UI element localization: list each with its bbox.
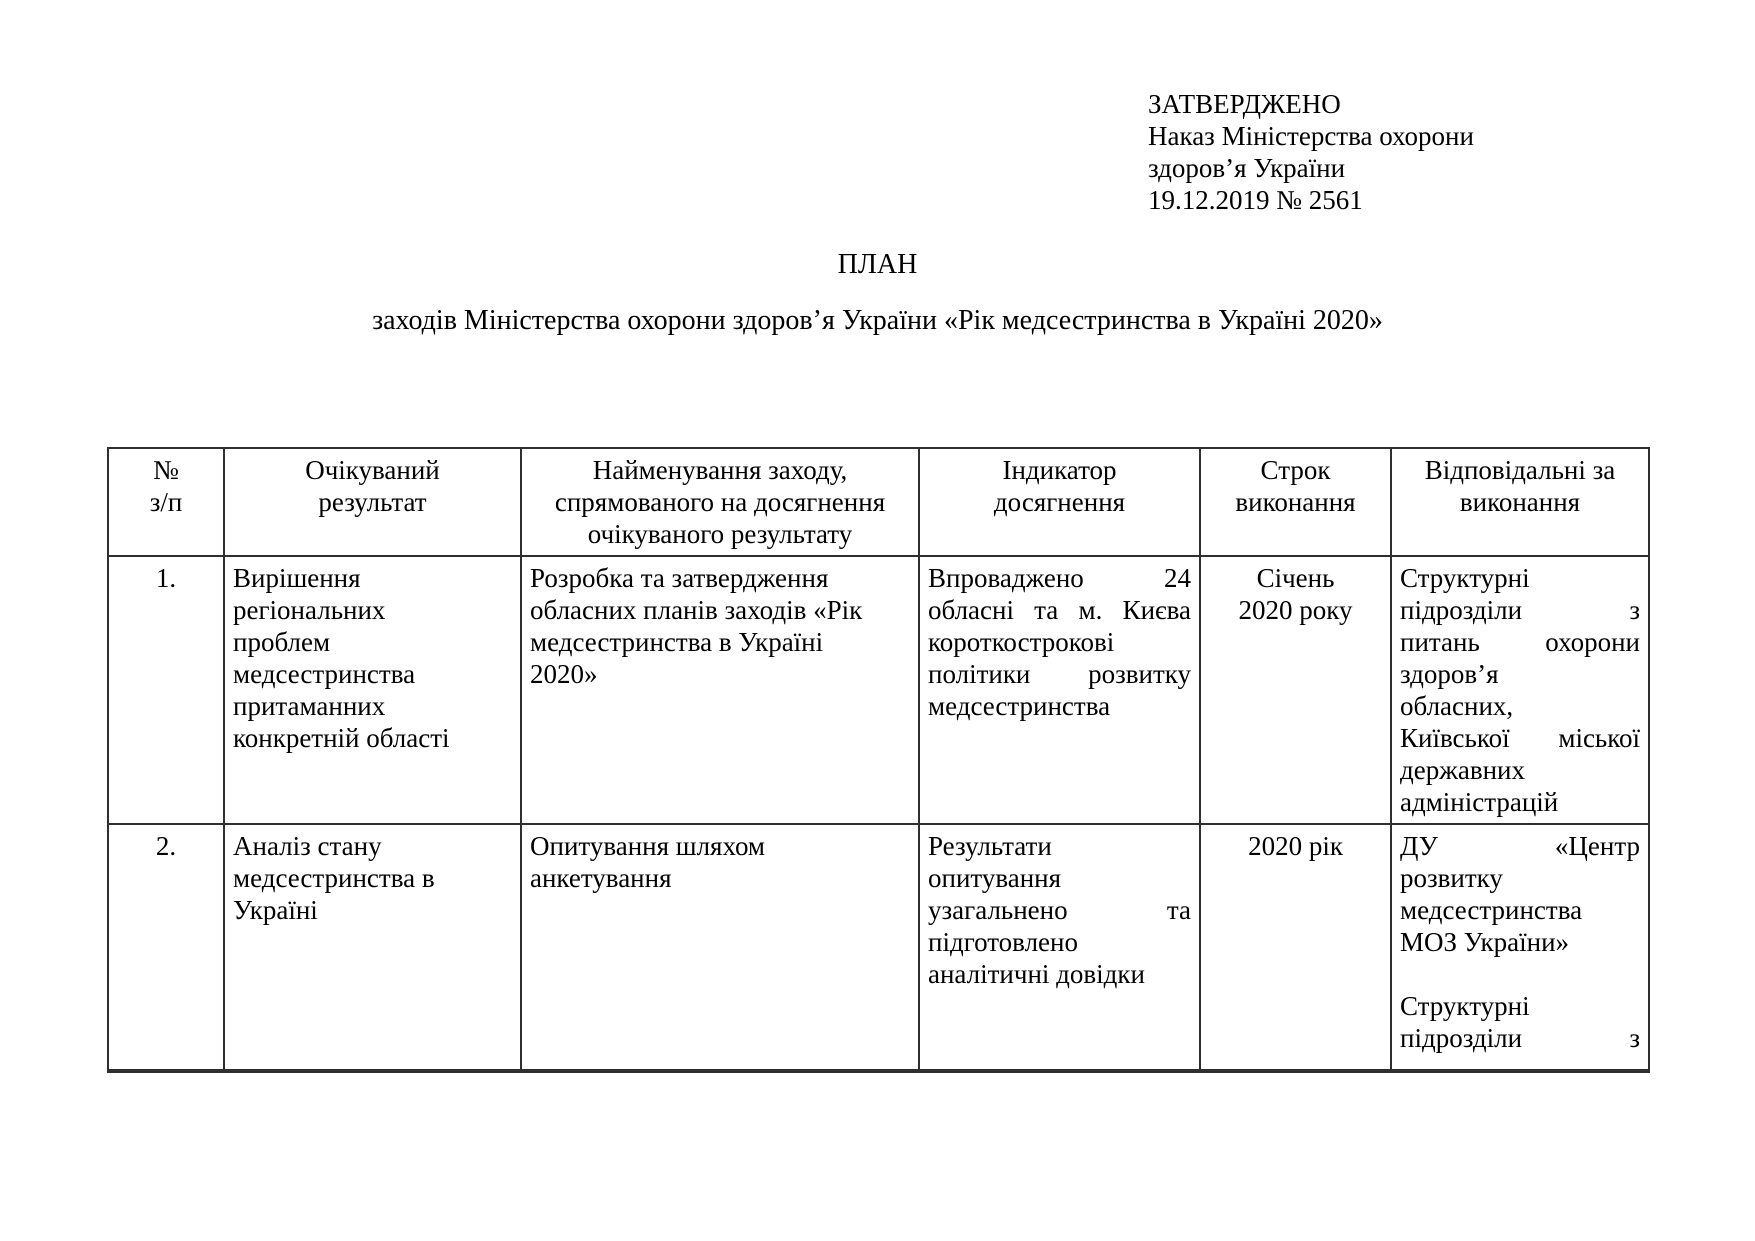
header-cell-activity: Найменування заходу, спрямованого на досягнення очікуваного результату [521, 448, 919, 556]
header-cell-indicator: Індикатор досягнення [919, 448, 1200, 556]
header-cell-num: № з/п [108, 448, 224, 556]
cell-row2-activity: Опитування шляхом анкетування [521, 824, 919, 1071]
cell-row2-indicator: Результати опитування узагальнено та підготовлено аналітичні довідки [919, 824, 1200, 1071]
table-row-1 [108, 556, 1649, 824]
cell-row2-deadline: 2020 рік [1200, 824, 1391, 1071]
responsible-paragraph-2: Структурні підрозділи з [1400, 991, 1640, 1053]
cell-row1-indicator: Впроваджено 24 обласні та м. Києва короткострокові політики розвитку медсестринства [919, 556, 1200, 824]
responsible-paragraph-1: ДУ «Центр розвитку медсестринства МОЗ України» [1400, 831, 1640, 957]
approval-block: ЗАТВЕРДЖЕНО Наказ Міністерства охорони здоров’я України 19.12.2019 № 2561 [1148, 89, 1474, 215]
plan-table [107, 447, 1650, 1073]
table-header-row [108, 448, 1649, 556]
header-cell-expected-result: Очікуваний результат [224, 448, 521, 556]
cell-row1-num: 1. [108, 556, 224, 824]
cell-row1-expected-result: Вирішення регіональних проблем медсестринства притаманних конкретній області [224, 556, 521, 824]
cell-row2-expected-result: Аналіз стану медсестринства в Україні [224, 824, 521, 1071]
document-title: ПЛАН [837, 249, 918, 280]
cell-row1-activity: Розробка та затвердження обласних планів заходів «Рік медсестринства в Україні 2020» [521, 556, 919, 824]
cell-row1-deadline: Січень 2020 року [1200, 556, 1391, 824]
cell-row2-num: 2. [108, 824, 224, 1071]
header-cell-responsible: Відповідальні за виконання [1391, 448, 1649, 556]
cell-row2-responsible [1391, 824, 1649, 1071]
table-row-2 [108, 824, 1649, 1071]
header-cell-deadline: Строк виконання [1200, 448, 1391, 556]
document-subtitle: заходів Міністерства охорони здоров’я України «Рік медсестринства в Україні 2020» [372, 305, 1383, 336]
cell-row1-responsible: Структурні підрозділи з питань охорони здоров’я обласних, Київської міської державних адміністрацій [1391, 556, 1649, 824]
